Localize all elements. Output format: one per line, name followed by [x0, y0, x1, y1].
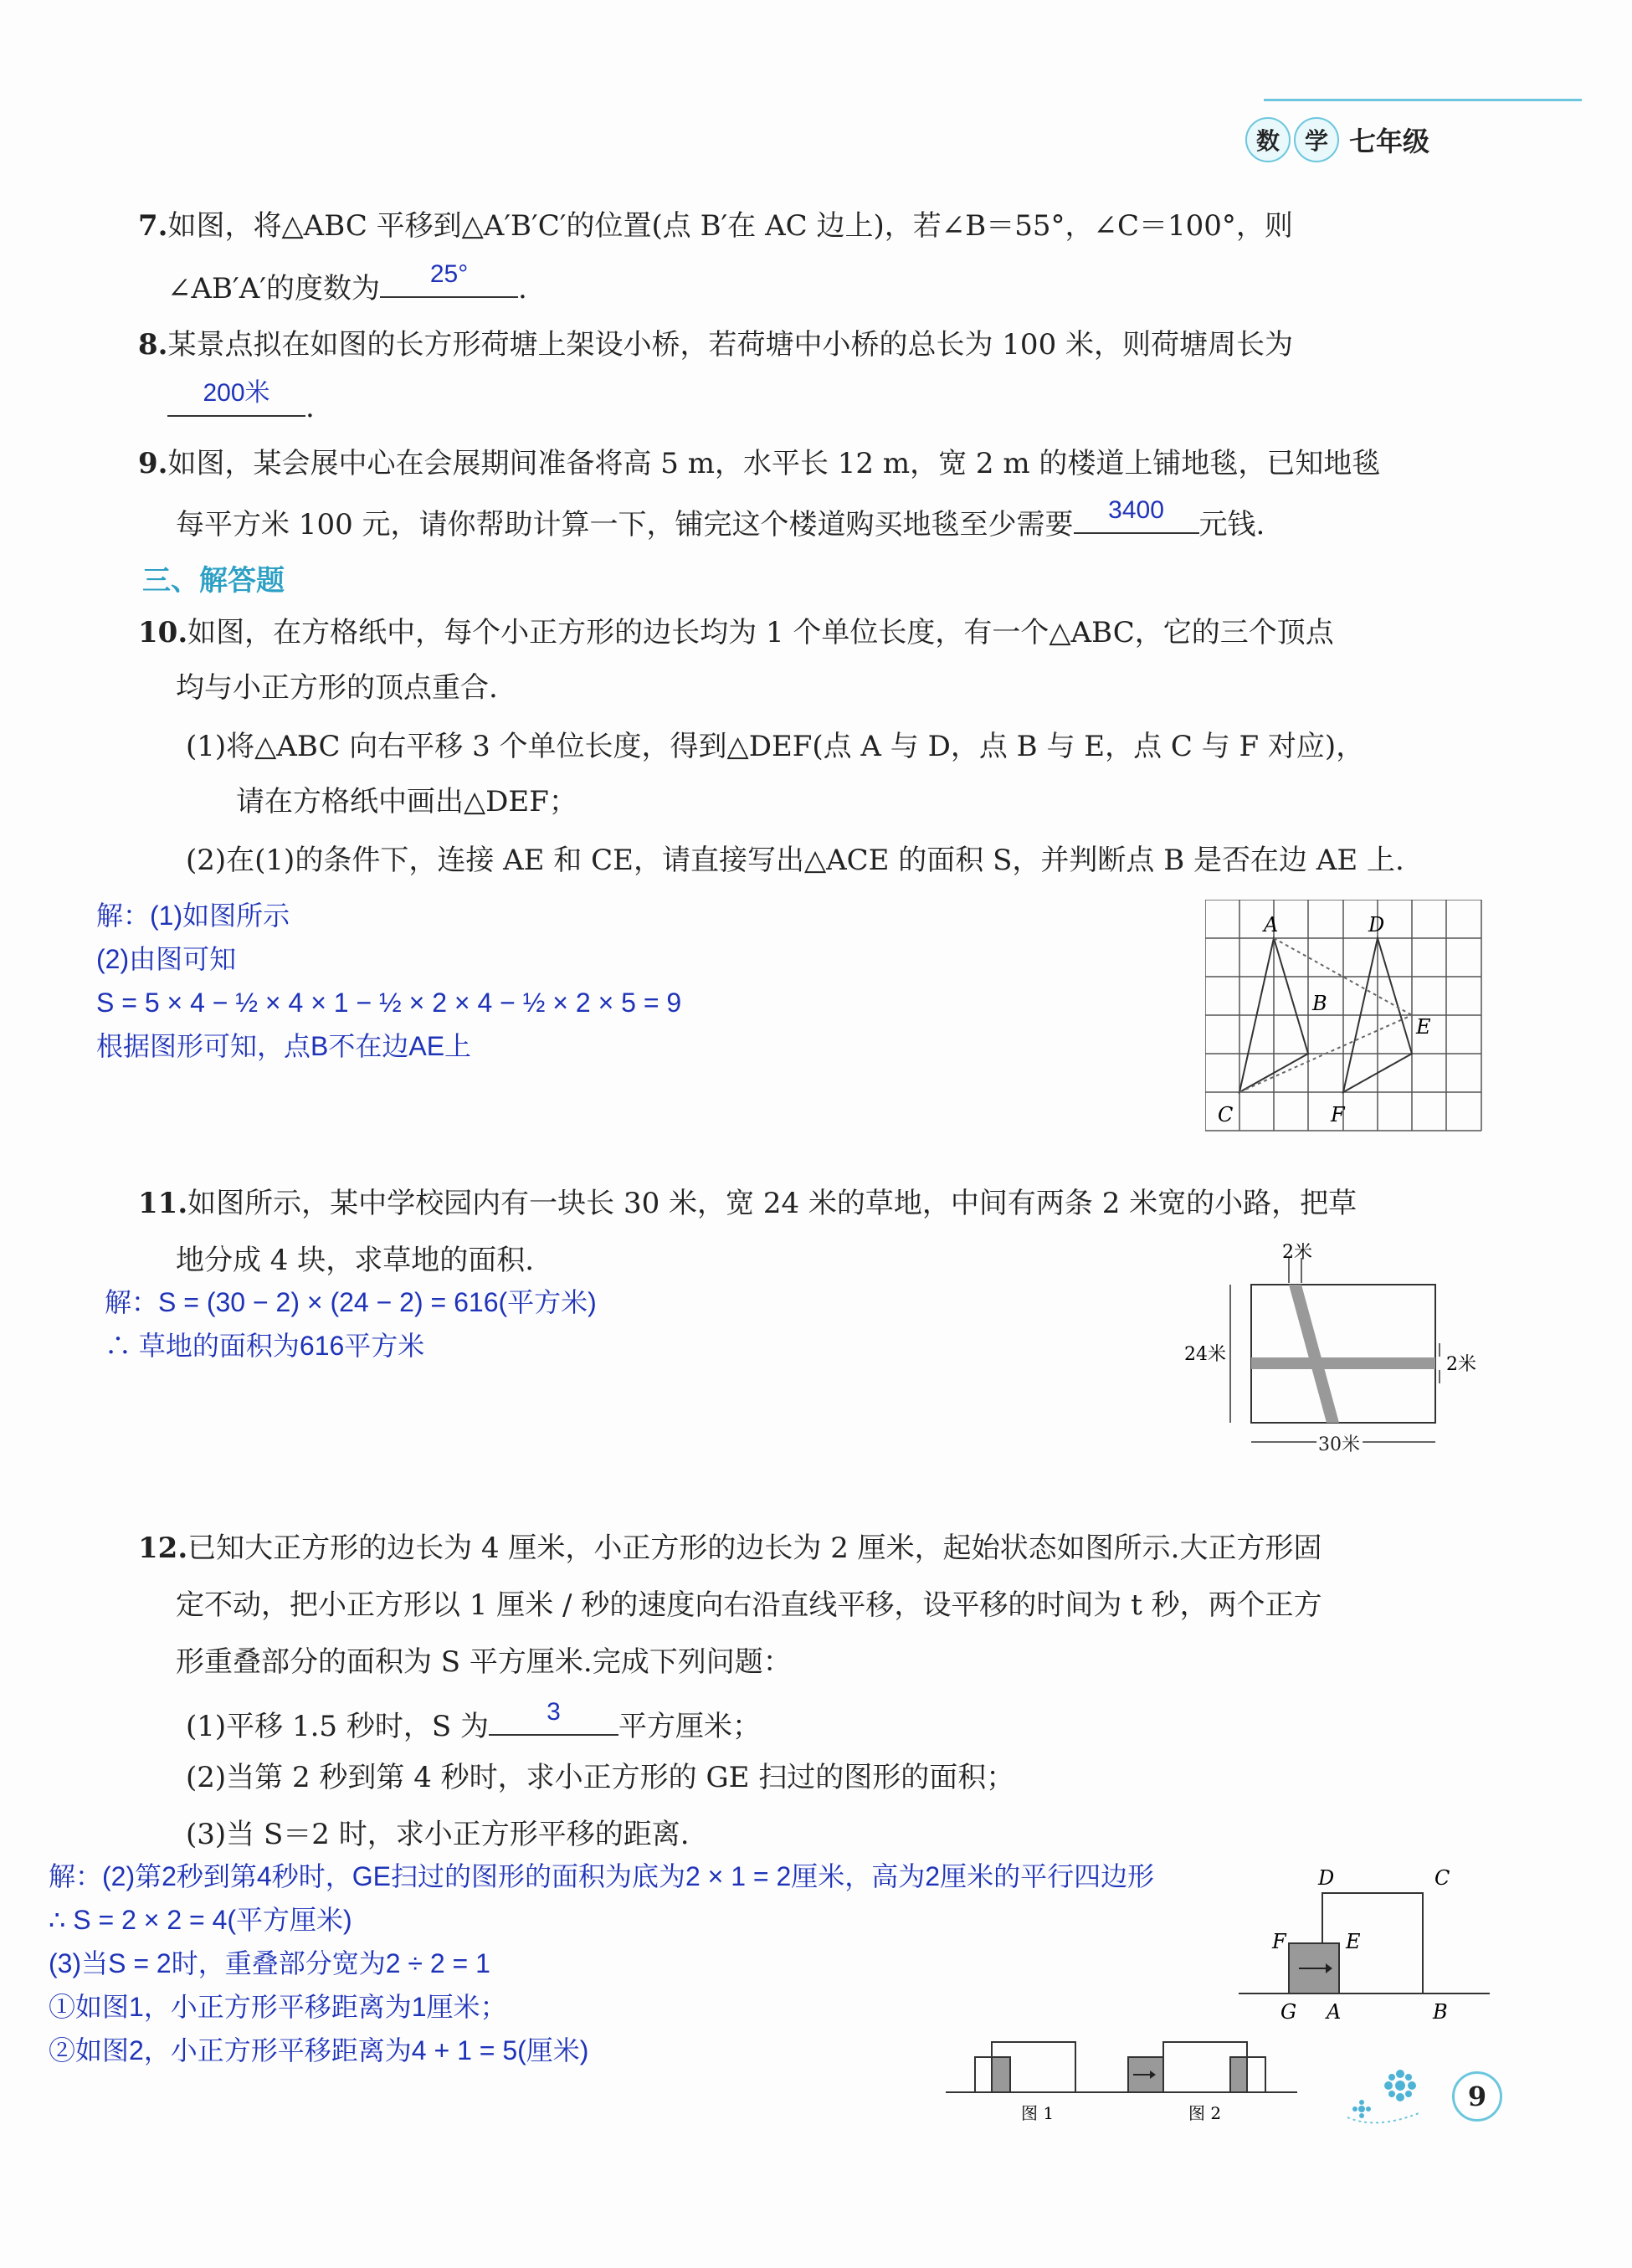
q10-sol-line4: 根据图形可知，点B不在边AE上	[96, 1031, 472, 1061]
slanted-path	[1289, 1285, 1339, 1423]
question-7-line2	[167, 260, 527, 305]
q12-part2: (2)当第 2 秒到第 4 秒时，求小正方形的 GE 扫过的图形的面积；	[186, 1761, 1015, 1794]
q7-line2: ∠AB′A′的度数为	[167, 272, 381, 305]
label-d: D	[1368, 913, 1385, 936]
q7-answer-blank	[380, 260, 518, 298]
q9-end: 元钱.	[1198, 508, 1265, 541]
question-9-line2	[176, 496, 1265, 541]
q12-line2: 定不动，把小正方形以 1 厘米 / 秒的速度向右沿直线平移，设平移的时间为 t 秒，两个正方	[176, 1588, 1322, 1622]
q10-solution	[96, 894, 681, 1068]
subject-char-1: 数	[1245, 117, 1291, 162]
grade-label: 七年级	[1349, 126, 1430, 157]
label-30m: 30米	[1318, 1434, 1360, 1455]
q9-line1: 如图，某会展中心在会展期间准备将高 5 m，水平长 12 m，宽 2 m 的楼道上铺地毯，已知地毯	[167, 447, 1381, 480]
header-rule	[1264, 99, 1582, 101]
q10-line2: 均与小正方形的顶点重合.	[176, 671, 498, 705]
q10-sol-line1: 解：(1)如图所示	[96, 901, 290, 931]
fig-label-a: A	[1327, 2000, 1342, 2024]
fig2-caption: 图 2	[1188, 2103, 1222, 2123]
q8-number: 8.	[138, 328, 168, 362]
question-9	[138, 447, 1380, 480]
q12-sol-line3: (3)当S = 2时，重叠部分宽为2 ÷ 2 = 1	[49, 1948, 490, 1978]
q12-number: 12.	[138, 1532, 188, 1565]
label-24m: 24米	[1184, 1344, 1226, 1365]
grid-lines	[1205, 900, 1481, 1131]
q9-answer: 3400	[1108, 496, 1164, 524]
q7-answer: 25°	[429, 260, 469, 288]
subject-char-2: 学	[1294, 117, 1339, 162]
label-f: F	[1331, 1103, 1345, 1126]
q11-sol-line2: ∴ 草地的面积为616平方米	[105, 1331, 425, 1361]
q12-part1-end: 平方厘米；	[618, 1710, 761, 1743]
q8-end: .	[305, 391, 315, 424]
fig-label-b: B	[1433, 2000, 1448, 2024]
question-10	[138, 616, 1334, 649]
question-8	[138, 328, 1293, 362]
question-8-line2	[167, 379, 315, 424]
q10-sol-line2: (2)由图可知	[96, 944, 237, 974]
q10-part1a: (1)将△ABC 向右平移 3 个单位长度，得到△DEF(点 A 与 D，点 B 与 E，点 C 与 F 对应)，	[186, 730, 1365, 763]
lawn-rect	[1251, 1285, 1435, 1423]
q12-part1	[186, 1698, 761, 1743]
fig-label-f: F	[1272, 1930, 1286, 1953]
q12-line1: 已知大正方形的边长为 4 厘米，小正方形的边长为 2 厘米，起始状态如图所示.大正方形固	[187, 1532, 1322, 1565]
q11-lawn-figure	[1180, 1243, 1498, 1469]
q10-part1b: 请在方格纸中画出△DEF；	[236, 785, 577, 818]
q11-sol-line1: 解：S = (30 − 2) × (24 − 2) = 616(平方米)	[105, 1287, 597, 1317]
label-right-2m: 2米	[1446, 1354, 1476, 1375]
fig-label-e: E	[1346, 1930, 1361, 1953]
q8-answer-blank	[167, 379, 305, 417]
label-b: B	[1312, 992, 1327, 1015]
q12-answer-blank	[489, 1698, 618, 1736]
q7-number: 7.	[138, 209, 168, 243]
flower-decoration-icon	[1343, 2067, 1469, 2134]
horizontal-path	[1251, 1357, 1435, 1369]
q10-line1: 如图，在方格纸中，每个小正方形的边长均为 1 个单位长度，有一个△ABC，它的三个顶点	[187, 616, 1334, 649]
q9-line2: 每平方米 100 元，请你帮助计算一下，铺完这个楼道购买地毯至少需要	[176, 508, 1074, 541]
q10-number: 10.	[138, 616, 188, 649]
q11-line2: 地分成 4 块，求草地的面积.	[176, 1244, 535, 1277]
label-e: E	[1416, 1015, 1431, 1039]
q12-answer: 3	[547, 1698, 561, 1726]
header-subject	[1245, 117, 1429, 162]
label-c: C	[1218, 1103, 1234, 1126]
q12-line3: 形重叠部分的面积为 S 平方厘米.完成下列问题：	[176, 1645, 792, 1679]
q12-part1-text: (1)平移 1.5 秒时，S 为	[186, 1710, 489, 1743]
q7-end: .	[518, 272, 527, 305]
q12-part3: (3)当 S＝2 时，求小正方形平移的距离.	[186, 1818, 690, 1851]
q10-sol-line3: S = 5 × 4 − ½ × 4 × 1 − ½ × 2 × 4 − ½ × 2 × 5 = 9	[96, 988, 682, 1018]
q11-solution	[105, 1280, 597, 1367]
q11-number: 11.	[138, 1187, 188, 1220]
q8-line1: 某景点拟在如图的长方形荷塘上架设小桥，若荷塘中小桥的总长为 100 米，则荷塘周长为	[167, 328, 1294, 362]
page-number: 9	[1452, 2071, 1502, 2122]
q12-sol-line5: ②如图2，小正方形平移距离为4 + 1 = 5(厘米)	[49, 2035, 589, 2065]
q10-part2: (2)在(1)的条件下，连接 AE 和 CE，请直接写出△ACE 的面积 S，并判断点 B 是否在边 AE 上.	[186, 844, 1404, 877]
fig-label-g: G	[1280, 2000, 1297, 2024]
fig1-caption: 图 1	[1021, 2103, 1055, 2123]
q12-fig1	[946, 2025, 1113, 2126]
q9-answer-blank	[1074, 496, 1199, 534]
q12-sol-line1: 解：(2)第2秒到第4秒时，GE扫过的图形的面积为底为2 × 1 = 2厘米，高为2厘米的平行四边形	[49, 1861, 1155, 1891]
question-12	[138, 1532, 1322, 1565]
question-7	[138, 209, 1293, 243]
q9-number: 9.	[138, 447, 168, 480]
fig-label-c: C	[1434, 1866, 1450, 1890]
q12-squares-figure	[1239, 1858, 1490, 2025]
q10-grid-figure	[1205, 900, 1490, 1138]
label-a: A	[1264, 913, 1279, 936]
question-11	[138, 1187, 1357, 1220]
q8-answer: 200米	[203, 379, 270, 407]
label-top-2m: 2米	[1282, 1243, 1312, 1263]
q7-line1: 如图，将△ABC 平移到△A′B′C′的位置(点 B′在 AC 边上)，若∠B＝55°，∠C＝100°，则	[167, 209, 1293, 243]
q12-sol-line4: ①如图1，小正方形平移距离为1厘米；	[49, 1992, 507, 2022]
section-heading: 三、解答题	[142, 564, 285, 598]
q12-sol-line2: ∴ S = 2 × 2 = 4(平方厘米)	[49, 1905, 352, 1935]
fig-label-d: D	[1318, 1866, 1335, 1890]
q11-line1: 如图所示，某中学校园内有一块长 30 米，宽 24 米的草地，中间有两条 2 米宽的小路，把草	[187, 1187, 1357, 1220]
q12-fig2	[1113, 2025, 1297, 2126]
